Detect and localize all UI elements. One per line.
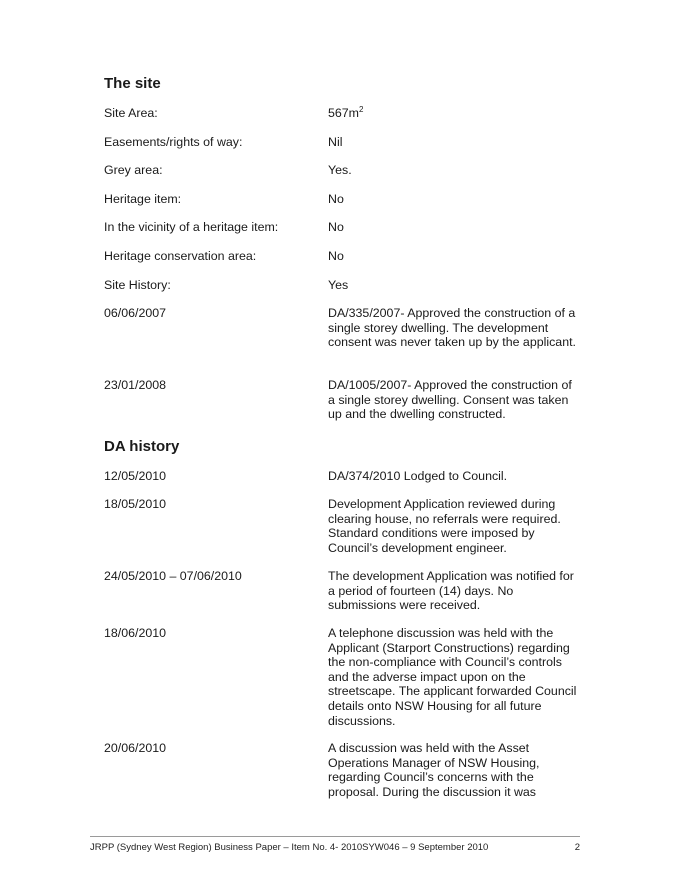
row-value: DA/1005/2007- Approved the construction of a single storey dwelling. Consent was taken up and the dwelling constructed.	[328, 378, 572, 422]
site-heading: The site	[104, 75, 161, 92]
row-label: 18/06/2010	[104, 626, 167, 640]
row-label: Site History:	[104, 278, 171, 292]
footer-divider	[90, 836, 580, 837]
row-label: Grey area:	[104, 163, 163, 177]
row-value: A discussion was held with the Asset Operations Manager of NSW Housing, regarding Council’s concerns with the proposal. During the discussion it was	[328, 741, 540, 799]
row-label: 06/06/2007	[104, 306, 167, 320]
row-value: Development Application reviewed during clearing house, no referrals were required. Standard conditions were imposed by Council’s development engineer.	[328, 497, 561, 555]
row-value: Yes.	[328, 163, 352, 177]
row-label: In the vicinity of a heritage item:	[104, 220, 279, 234]
row-label: Heritage conservation area:	[104, 249, 257, 263]
row-label: 18/05/2010	[104, 497, 167, 511]
row-value: DA/374/2010 Lodged to Council.	[328, 469, 508, 483]
row-value: Yes	[328, 278, 349, 292]
row-value: Nil	[328, 135, 343, 149]
row-value: No	[328, 192, 344, 206]
row-label: 24/05/2010 – 07/06/2010	[104, 569, 242, 583]
row-value: A telephone discussion was held with the Applicant (Starport Constructions) regarding the non-compliance with Council’s controls and the adverse impact upon on the streetscape. The applicant forwarded Council details onto NSW Housing for all future discussions.	[328, 626, 577, 728]
row-label: Site Area:	[104, 106, 158, 120]
row-label: Easements/rights of way:	[104, 135, 243, 149]
row-label: 20/06/2010	[104, 741, 167, 755]
page-number: 2	[574, 842, 580, 853]
row-label: 23/01/2008	[104, 378, 167, 392]
row-label: 12/05/2010	[104, 469, 167, 483]
row-value: The development Application was notified for a period of fourteen (14) days. No submissions were received.	[328, 569, 574, 613]
row-value: DA/335/2007- Approved the construction of a single storey dwelling. The development consent was never taken up by the applicant.	[328, 306, 576, 350]
row-value: No	[328, 249, 344, 263]
superscript: 2	[359, 104, 364, 114]
row-value: $567m^2$	[328, 104, 364, 120]
footer-text: JRPP (Sydney West Region) Business Paper – Item No. 4- 2010SYW046 – 9 September 2010	[90, 842, 489, 853]
row-label: Heritage item:	[104, 192, 182, 206]
row-value: No	[328, 220, 344, 234]
da-history-heading: DA history	[104, 438, 180, 455]
